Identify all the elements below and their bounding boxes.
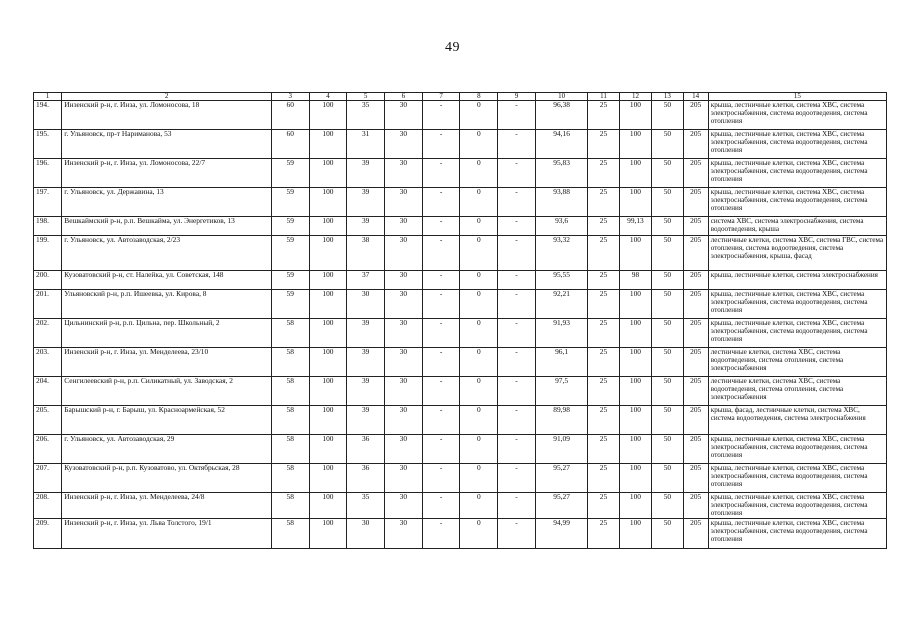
table-row	[34, 348, 887, 377]
works-cell: лестничные клетки, система ХВС, система водоотведения, система отопления, система электроснабжения	[708, 377, 886, 406]
works-cell: крыша, лестничные клетки, система ХВС, система электроснабжения, система водоотведения, система отопления	[708, 290, 886, 319]
value-cell: 39	[347, 217, 385, 236]
value-cell: 95,55	[535, 271, 587, 290]
value-cell: 0	[460, 518, 498, 548]
value-cell: 25	[588, 377, 619, 406]
value-cell: 100	[309, 348, 347, 377]
value-cell: 58	[271, 518, 309, 548]
value-cell: 50	[652, 290, 683, 319]
value-cell: 100	[619, 406, 651, 435]
value-cell: 30	[385, 271, 423, 290]
value-cell: 100	[619, 493, 651, 519]
value-cell: 99,13	[619, 217, 651, 236]
value-cell: 30	[347, 290, 385, 319]
value-cell: 91,93	[535, 319, 587, 348]
works-cell: лестничные клетки, система ХВС, система ГВС, система отопления, система водоотведения, система электроснабжения, крыша, фасад	[708, 236, 886, 271]
value-cell: 36	[347, 435, 385, 464]
value-cell: 100	[309, 188, 347, 217]
value-cell: 30	[385, 217, 423, 236]
table-row	[34, 236, 887, 271]
value-cell: 91,09	[535, 435, 587, 464]
value-cell: 92,21	[535, 290, 587, 319]
address-cell: Барышский р-н, г. Барыш, ул. Красноармейская, 52	[62, 406, 272, 435]
table-row	[34, 518, 887, 548]
column-number: 2	[62, 93, 272, 101]
works-cell: лестничные клетки, система ХВС, система водоотведения, система отопления, система электроснабжения	[708, 348, 886, 377]
value-cell: 50	[652, 464, 683, 493]
works-cell: крыша, лестничные клетки, система ХВС, система электроснабжения, система водоотведения, система отопления	[708, 464, 886, 493]
value-cell: 205	[683, 236, 708, 271]
value-cell: 205	[683, 464, 708, 493]
address-cell: Инзенский р-н, г. Инза, ул. Льва Толстого, 19/1	[62, 518, 272, 548]
value-cell: 205	[683, 188, 708, 217]
value-cell: 100	[309, 493, 347, 519]
value-cell: 205	[683, 518, 708, 548]
value-cell: 100	[309, 377, 347, 406]
value-cell: -	[422, 217, 460, 236]
row-number: 197.	[34, 188, 62, 217]
value-cell: 60	[271, 130, 309, 159]
value-cell: 31	[347, 130, 385, 159]
page-number: 49	[445, 40, 460, 55]
value-cell: 0	[460, 319, 498, 348]
value-cell: 89,98	[535, 406, 587, 435]
value-cell: 58	[271, 348, 309, 377]
value-cell: -	[498, 493, 536, 519]
value-cell: 30	[385, 377, 423, 406]
value-cell: 30	[385, 319, 423, 348]
column-number: 9	[498, 93, 536, 101]
value-cell: 100	[619, 464, 651, 493]
value-cell: 98	[619, 271, 651, 290]
value-cell: 205	[683, 271, 708, 290]
value-cell: 96,1	[535, 348, 587, 377]
value-cell: 25	[588, 271, 619, 290]
value-cell: 100	[309, 271, 347, 290]
value-cell: 97,5	[535, 377, 587, 406]
value-cell: 94,99	[535, 518, 587, 548]
table-row	[34, 406, 887, 435]
column-number: 11	[588, 93, 619, 101]
value-cell: 100	[309, 435, 347, 464]
column-number: 13	[652, 93, 683, 101]
value-cell: 25	[588, 406, 619, 435]
value-cell: 50	[652, 518, 683, 548]
value-cell: -	[498, 159, 536, 188]
value-cell: -	[498, 236, 536, 271]
value-cell: 50	[652, 435, 683, 464]
value-cell: -	[498, 290, 536, 319]
value-cell: 38	[347, 236, 385, 271]
value-cell: 30	[385, 159, 423, 188]
value-cell: 100	[619, 188, 651, 217]
address-cell: Вешкаймский р-н, р.п. Вешкайма, ул. Энергетиков, 13	[62, 217, 272, 236]
value-cell: 59	[271, 217, 309, 236]
row-number: 203.	[34, 348, 62, 377]
table-row	[34, 130, 887, 159]
row-number: 207.	[34, 464, 62, 493]
table-row	[34, 271, 887, 290]
value-cell: 205	[683, 217, 708, 236]
table-row	[34, 217, 887, 236]
value-cell: 30	[385, 188, 423, 217]
housing-registry-table	[33, 92, 887, 549]
value-cell: 25	[588, 464, 619, 493]
address-cell: Инзенский р-н, г. Инза, ул. Ломоносова, 18	[62, 101, 272, 130]
value-cell: 100	[619, 101, 651, 130]
value-cell: 50	[652, 271, 683, 290]
value-cell: 205	[683, 377, 708, 406]
value-cell: 96,38	[535, 101, 587, 130]
value-cell: 25	[588, 518, 619, 548]
value-cell: 100	[309, 236, 347, 271]
value-cell: -	[498, 271, 536, 290]
row-number: 198.	[34, 217, 62, 236]
value-cell: 205	[683, 348, 708, 377]
value-cell: -	[498, 348, 536, 377]
value-cell: -	[422, 435, 460, 464]
value-cell: -	[422, 406, 460, 435]
value-cell: 37	[347, 271, 385, 290]
value-cell: -	[498, 464, 536, 493]
works-cell: крыша, лестничные клетки, система ХВС, система электроснабжения, система водоотведения, система отопления	[708, 130, 886, 159]
value-cell: 100	[309, 130, 347, 159]
works-cell: крыша, лестничные клетки, система ХВС, система электроснабжения, система водоотведения, система отопления	[708, 493, 886, 519]
value-cell: 0	[460, 377, 498, 406]
value-cell: 25	[588, 348, 619, 377]
value-cell: 50	[652, 159, 683, 188]
value-cell: 39	[347, 348, 385, 377]
row-number: 194.	[34, 101, 62, 130]
value-cell: 0	[460, 217, 498, 236]
value-cell: 30	[385, 130, 423, 159]
works-cell: система ХВС, система электроснабжения, система водоотведения, крыша	[708, 217, 886, 236]
value-cell: 94,16	[535, 130, 587, 159]
value-cell: 39	[347, 319, 385, 348]
value-cell: 100	[309, 406, 347, 435]
row-number: 201.	[34, 290, 62, 319]
value-cell: 25	[588, 236, 619, 271]
value-cell: 95,27	[535, 493, 587, 519]
works-cell: крыша, лестничные клетки, система ХВС, система электроснабжения, система водоотведения, система отопления	[708, 101, 886, 130]
value-cell: 30	[385, 493, 423, 519]
value-cell: 30	[385, 435, 423, 464]
value-cell: 30	[385, 101, 423, 130]
value-cell: 0	[460, 159, 498, 188]
address-cell: Ульяновский р-н, р.п. Ишеевка, ул. Кирова, 8	[62, 290, 272, 319]
table-row	[34, 159, 887, 188]
value-cell: 50	[652, 493, 683, 519]
value-cell: 100	[309, 159, 347, 188]
value-cell: 50	[652, 377, 683, 406]
column-number: 1	[34, 93, 62, 101]
value-cell: 39	[347, 188, 385, 217]
row-number: 206.	[34, 435, 62, 464]
value-cell: -	[498, 518, 536, 548]
value-cell: -	[422, 319, 460, 348]
value-cell: 58	[271, 493, 309, 519]
column-number: 14	[683, 93, 708, 101]
value-cell: 50	[652, 130, 683, 159]
address-cell: г. Ульяновск, ул. Державина, 13	[62, 188, 272, 217]
value-cell: 58	[271, 464, 309, 493]
address-cell: г. Ульяновск, пр-т Нариманова, 53	[62, 130, 272, 159]
column-number: 6	[385, 93, 423, 101]
value-cell: 100	[619, 290, 651, 319]
value-cell: 30	[347, 518, 385, 548]
value-cell: -	[498, 319, 536, 348]
value-cell: 0	[460, 271, 498, 290]
value-cell: 50	[652, 188, 683, 217]
value-cell: 100	[309, 518, 347, 548]
column-number: 7	[422, 93, 460, 101]
value-cell: -	[422, 271, 460, 290]
value-cell: 95,83	[535, 159, 587, 188]
value-cell: 59	[271, 271, 309, 290]
value-cell: 58	[271, 377, 309, 406]
value-cell: 25	[588, 217, 619, 236]
table-row	[34, 377, 887, 406]
value-cell: 93,32	[535, 236, 587, 271]
value-cell: 0	[460, 435, 498, 464]
value-cell: 205	[683, 319, 708, 348]
value-cell: -	[422, 377, 460, 406]
column-number: 10	[535, 93, 587, 101]
value-cell: 36	[347, 464, 385, 493]
value-cell: 100	[619, 130, 651, 159]
value-cell: 205	[683, 159, 708, 188]
value-cell: -	[498, 406, 536, 435]
value-cell: -	[498, 217, 536, 236]
value-cell: 59	[271, 236, 309, 271]
value-cell: 30	[385, 464, 423, 493]
value-cell: 30	[385, 236, 423, 271]
address-cell: г. Ульяновск, ул. Автозаводская, 29	[62, 435, 272, 464]
value-cell: -	[422, 236, 460, 271]
value-cell: 205	[683, 406, 708, 435]
works-cell: крыша, лестничные клетки, система ХВС, система электроснабжения, система водоотведения, система отопления	[708, 159, 886, 188]
value-cell: -	[422, 518, 460, 548]
row-number: 204.	[34, 377, 62, 406]
value-cell: 59	[271, 188, 309, 217]
value-cell: -	[422, 130, 460, 159]
value-cell: 205	[683, 101, 708, 130]
value-cell: 0	[460, 406, 498, 435]
value-cell: -	[498, 435, 536, 464]
column-number: 15	[708, 93, 886, 101]
value-cell: 0	[460, 493, 498, 519]
value-cell: -	[422, 464, 460, 493]
value-cell: 25	[588, 101, 619, 130]
value-cell: -	[498, 377, 536, 406]
value-cell: 100	[309, 319, 347, 348]
value-cell: 25	[588, 493, 619, 519]
value-cell: 59	[271, 159, 309, 188]
table-row	[34, 101, 887, 130]
value-cell: 50	[652, 101, 683, 130]
value-cell: 205	[683, 130, 708, 159]
address-cell: Сенгилеевский р-н, р.п. Силикатный, ул. Заводская, 2	[62, 377, 272, 406]
value-cell: 100	[619, 159, 651, 188]
value-cell: 93,88	[535, 188, 587, 217]
table-row	[34, 290, 887, 319]
row-number: 208.	[34, 493, 62, 519]
value-cell: 50	[652, 319, 683, 348]
value-cell: 39	[347, 159, 385, 188]
works-cell: крыша, лестничные клетки, система ХВС, система электроснабжения, система водоотведения, система отопления	[708, 188, 886, 217]
value-cell: 30	[385, 348, 423, 377]
value-cell: 100	[619, 435, 651, 464]
value-cell: 0	[460, 188, 498, 217]
value-cell: 25	[588, 435, 619, 464]
address-cell: г. Ульяновск, ул. Автозаводская, 2/23	[62, 236, 272, 271]
row-number: 200.	[34, 271, 62, 290]
value-cell: -	[422, 348, 460, 377]
column-number: 3	[271, 93, 309, 101]
works-cell: крыша, фасад, лестничные клетки, система ХВС, система водоотведения, система электроснабжения	[708, 406, 886, 435]
value-cell: 50	[652, 217, 683, 236]
address-cell: Кузоватовский р-н, ст. Налейка, ул. Советская, 148	[62, 271, 272, 290]
value-cell: 0	[460, 101, 498, 130]
value-cell: 50	[652, 236, 683, 271]
value-cell: 59	[271, 290, 309, 319]
row-number: 205.	[34, 406, 62, 435]
value-cell: 39	[347, 377, 385, 406]
works-cell: крыша, лестничные клетки, система ХВС, система электроснабжения, система водоотведения, система отопления	[708, 319, 886, 348]
value-cell: 100	[619, 348, 651, 377]
value-cell: -	[422, 159, 460, 188]
row-number: 195.	[34, 130, 62, 159]
value-cell: 58	[271, 319, 309, 348]
value-cell: 100	[619, 236, 651, 271]
row-number: 202.	[34, 319, 62, 348]
value-cell: -	[422, 493, 460, 519]
value-cell: 50	[652, 406, 683, 435]
table-row	[34, 188, 887, 217]
value-cell: 0	[460, 130, 498, 159]
value-cell: 100	[309, 464, 347, 493]
value-cell: 100	[619, 319, 651, 348]
value-cell: 60	[271, 101, 309, 130]
works-cell: крыша, лестничные клетки, система ХВС, система электроснабжения, система водоотведения, система отопления	[708, 435, 886, 464]
value-cell: 25	[588, 319, 619, 348]
table-row	[34, 464, 887, 493]
table-body	[34, 101, 887, 549]
value-cell: 30	[385, 406, 423, 435]
column-number: 4	[309, 93, 347, 101]
value-cell: 39	[347, 406, 385, 435]
value-cell: 205	[683, 290, 708, 319]
value-cell: 93,6	[535, 217, 587, 236]
value-cell: -	[498, 130, 536, 159]
value-cell: -	[422, 188, 460, 217]
value-cell: 25	[588, 130, 619, 159]
value-cell: 95,27	[535, 464, 587, 493]
value-cell: 25	[588, 290, 619, 319]
value-cell: 100	[619, 377, 651, 406]
value-cell: 58	[271, 406, 309, 435]
table-row	[34, 493, 887, 519]
value-cell: -	[422, 101, 460, 130]
value-cell: 25	[588, 159, 619, 188]
address-cell: Инзенский р-н, г. Инза, ул. Менделеева, 23/10	[62, 348, 272, 377]
value-cell: 100	[309, 101, 347, 130]
value-cell: 0	[460, 290, 498, 319]
table-row	[34, 319, 887, 348]
value-cell: 30	[385, 290, 423, 319]
value-cell: 58	[271, 435, 309, 464]
value-cell: 0	[460, 464, 498, 493]
value-cell: -	[422, 290, 460, 319]
table-row	[34, 435, 887, 464]
value-cell: 100	[309, 290, 347, 319]
value-cell: 205	[683, 493, 708, 519]
value-cell: 100	[309, 217, 347, 236]
value-cell: 30	[385, 518, 423, 548]
row-number: 209.	[34, 518, 62, 548]
value-cell: 50	[652, 348, 683, 377]
works-cell: крыша, лестничные клетки, система ХВС, система электроснабжения, система водоотведения, система отопления	[708, 518, 886, 548]
address-cell: Инзенский р-н, г. Инза, ул. Ломоносова, 22/7	[62, 159, 272, 188]
row-number: 199.	[34, 236, 62, 271]
value-cell: 35	[347, 493, 385, 519]
value-cell: -	[498, 101, 536, 130]
value-cell: 0	[460, 348, 498, 377]
works-cell: крыша, лестничные клетки, система электроснабжения	[708, 271, 886, 290]
value-cell: -	[498, 188, 536, 217]
address-cell: Кузоватовский р-н, р.п. Кузоватово, ул. Октябрьская, 28	[62, 464, 272, 493]
column-number-row	[34, 93, 887, 101]
address-cell: Инзенский р-н, г. Инза, ул. Менделеева, 24/8	[62, 493, 272, 519]
value-cell: 100	[619, 518, 651, 548]
column-number: 5	[347, 93, 385, 101]
column-number: 8	[460, 93, 498, 101]
row-number: 196.	[34, 159, 62, 188]
value-cell: 0	[460, 236, 498, 271]
column-number: 12	[619, 93, 651, 101]
value-cell: 25	[588, 188, 619, 217]
value-cell: 35	[347, 101, 385, 130]
address-cell: Цильнинский р-н, р.п. Цильна, пер. Школьный, 2	[62, 319, 272, 348]
value-cell: 205	[683, 435, 708, 464]
